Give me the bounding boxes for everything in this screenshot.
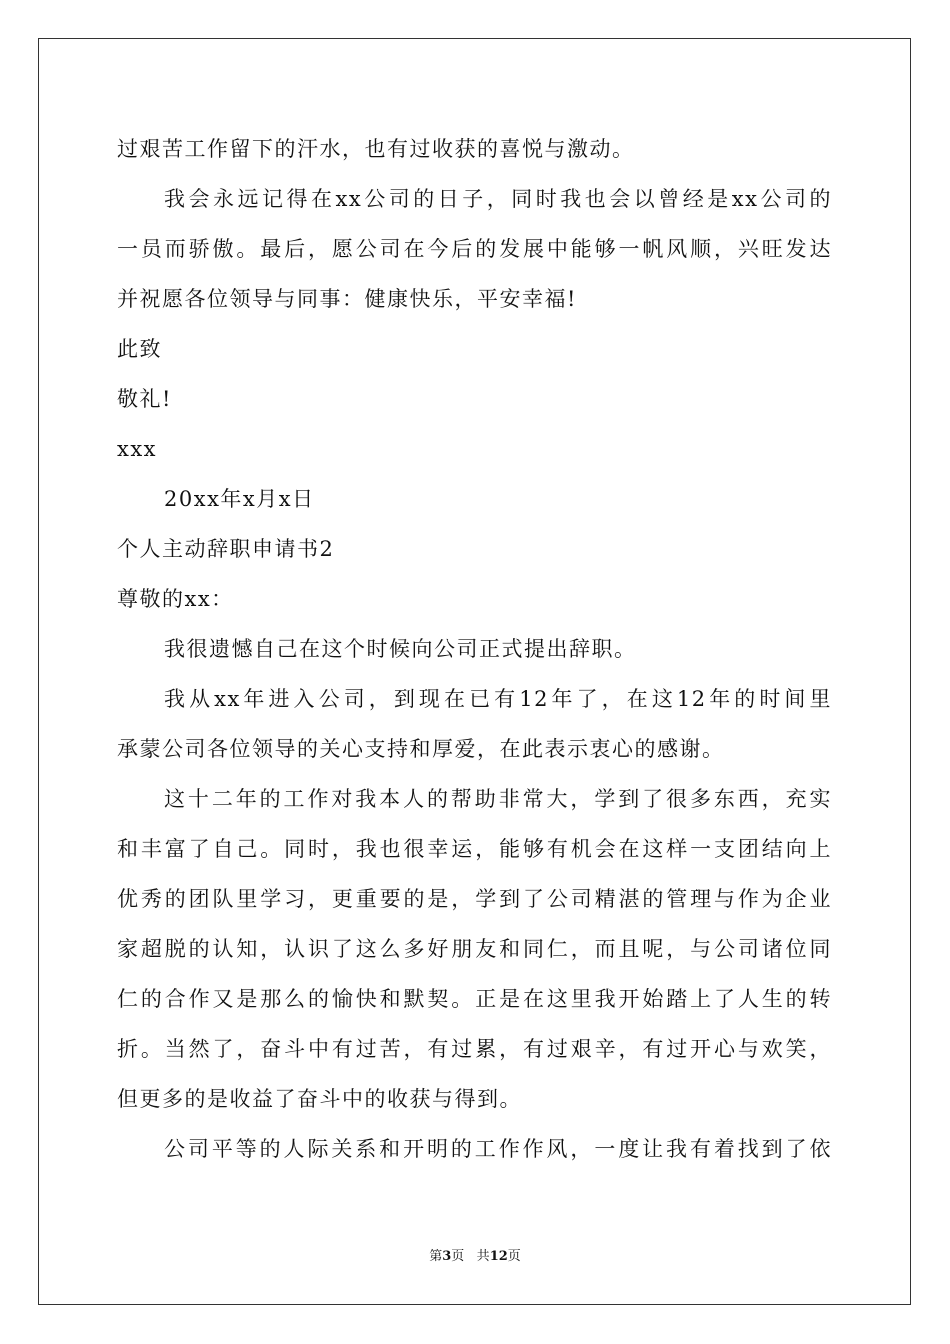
paragraph-line: 家超脱的认知，认识了这么多好朋友和同仁，而且呢，与公司诸位同	[117, 937, 832, 961]
page-footer	[0, 1248, 950, 1266]
signature-name: xxx	[117, 437, 158, 461]
paragraph-line: 并祝愿各位领导与同事：健康快乐，平安幸福!	[117, 287, 577, 311]
greeting: 尊敬的xx：	[117, 587, 234, 611]
total-pages: 12	[489, 1249, 508, 1264]
paragraph-line: 我从xx年进入公司，到现在已有12年了，在这12年的时间里	[164, 687, 832, 711]
signature-date: 20xx年x月x日	[164, 487, 315, 511]
page-number: 3	[442, 1249, 452, 1264]
page-border	[38, 38, 911, 1305]
paragraph-line: 我很遗憾自己在这个时候向公司正式提出辞职。	[164, 637, 637, 661]
paragraph-line: 但更多的是收益了奋斗中的收获与得到。	[117, 1087, 522, 1111]
paragraph-line: 仁的合作又是那么的愉快和默契。正是在这里我开始踏上了人生的转	[117, 987, 832, 1011]
paragraph-line: 承蒙公司各位领导的关心支持和厚爱，在此表示衷心的感谢。	[117, 737, 725, 761]
page-suffix: 页	[451, 1249, 465, 1264]
closing-salutation: 此致	[117, 337, 162, 361]
paragraph-line: 我会永远记得在xx公司的日子，同时我也会以曾经是xx公司的	[164, 187, 832, 211]
section-title: 个人主动辞职申请书2	[117, 537, 335, 561]
body-text-line: 过艰苦工作留下的汗水，也有过收获的喜悦与激动。	[117, 137, 635, 161]
paragraph-line: 一员而骄傲。最后，愿公司在今后的发展中能够一帆风顺，兴旺发达	[117, 237, 832, 261]
closing-respect: 敬礼!	[117, 387, 172, 411]
paragraph-line: 优秀的团队里学习，更重要的是，学到了公司精湛的管理与作为企业	[117, 887, 832, 911]
total-prefix: 共	[476, 1249, 490, 1264]
total-suffix: 页	[507, 1249, 521, 1264]
paragraph-line: 公司平等的人际关系和开明的工作作风，一度让我有着找到了依	[164, 1137, 832, 1161]
paragraph-line: 和丰富了自己。同时，我也很幸运，能够有机会在这样一支团结向上	[117, 837, 832, 861]
paragraph-line: 折。当然了，奋斗中有过苦，有过累，有过艰辛，有过开心与欢笑，	[117, 1037, 832, 1061]
page-prefix: 第	[429, 1249, 443, 1264]
paragraph-line: 这十二年的工作对我本人的帮助非常大，学到了很多东西，充实	[164, 787, 832, 811]
